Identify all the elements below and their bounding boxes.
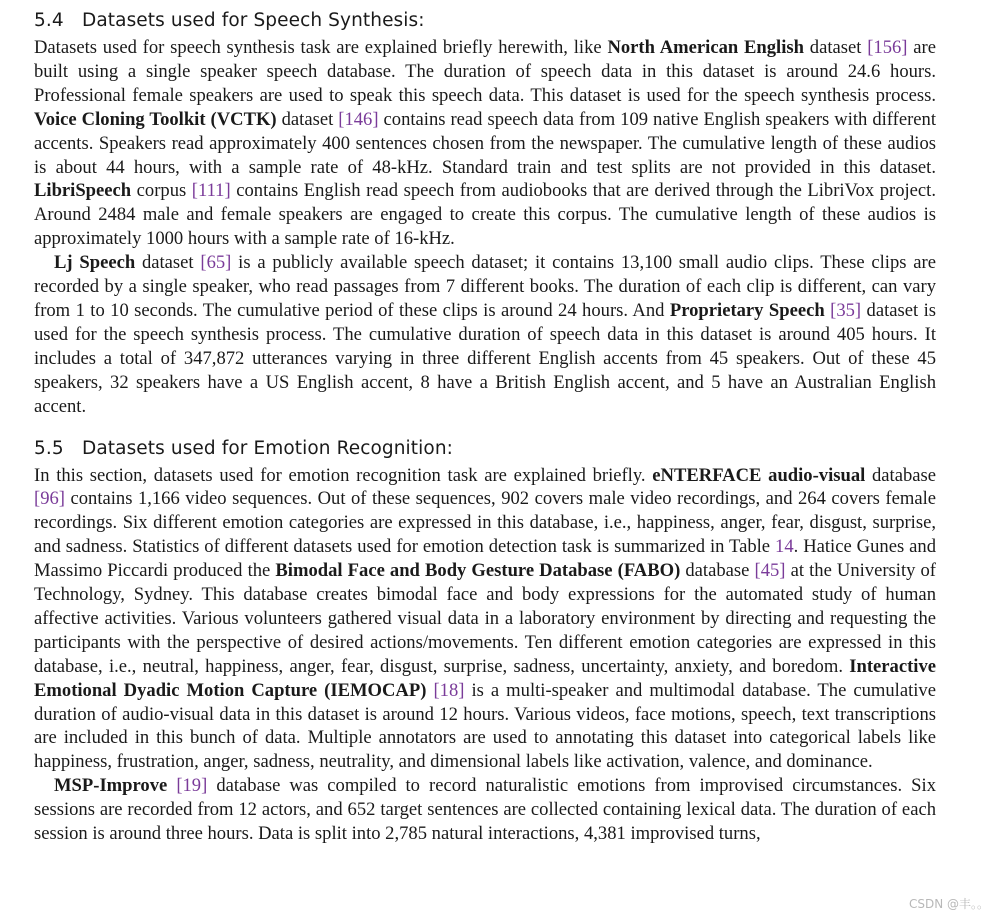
watermark: CSDN @丰。。 bbox=[908, 897, 989, 911]
text-run: dataset bbox=[803, 37, 868, 58]
paper-page bbox=[34, 6, 936, 846]
text-run bbox=[167, 775, 176, 796]
text-run: is a multi-speaker and multimodal database. The cumulative duration of audio-visual data in this dataset is around 12 hours. Various videos, face motions, speech, text transcriptions are included in this bunch of data. Multiple annotators are used to annotating this dataset into categorical labels like happiness, frustration, anger, sadness, neutrality, and dimensional labels like activation, valence, and dominance. bbox=[34, 679, 936, 773]
citation-link[interactable]: 14 bbox=[775, 536, 794, 558]
dataset-name: Bimodal Face and Body Gesture Database (FABO) bbox=[275, 560, 681, 582]
dataset-name: eNTERFACE audio-visual bbox=[652, 464, 866, 486]
section-number: 5.5 bbox=[34, 437, 64, 459]
text-run: Datasets used for speech synthesis task are explained briefly herewith, like bbox=[34, 37, 608, 58]
citation-link[interactable]: [96] bbox=[34, 488, 65, 510]
text-run: at the University of Technology, Sydney. This database creates bimodal face and body expressions for the automated study of human affective activities. Various volunteers gathered visual data in a laboratory environment by directing and requesting the participants with the perspective of desired actions/movements. Ten different emotion categories are expressed in this database, i.e., neutral, happiness, anger, fear, disgust, surprise, sadness, uncertainty, anxiety, and boredom. bbox=[34, 560, 936, 677]
text-run: corpus bbox=[131, 180, 192, 202]
text-run: contains English read speech from audiobooks that are derived through the LibriVox project. Around 2484 male and female speakers are engaged to create this corpus. The cumulative length of these audios is approximately 1000 hours with a sample rate of 16-kHz. bbox=[34, 180, 936, 250]
dataset-name: LibriSpeech bbox=[34, 180, 132, 202]
citation-link[interactable]: [45] bbox=[754, 560, 786, 582]
text-run: . Hatice Gunes and Massimo Piccardi produced the bbox=[34, 536, 936, 582]
section-gap bbox=[34, 419, 936, 434]
text-run: dataset bbox=[276, 108, 339, 130]
citation-link[interactable]: [65] bbox=[200, 252, 232, 274]
text-run: is a publicly available speech dataset; it contains 13,100 small audio clips. These clips are recorded by a single speaker, who read passages from 7 different books. The duration of each clip is different, can vary from 1 to 10 seconds. The cumulative period of these clips is around 24 hours. And bbox=[34, 252, 936, 321]
section-title: Datasets used for Emotion Recognition: bbox=[82, 437, 453, 459]
dataset-name: North American English bbox=[607, 37, 804, 58]
dataset-name: Lj Speech bbox=[54, 252, 136, 274]
paragraph bbox=[34, 36, 936, 251]
text-run: contains 1,166 video sequences. Out of these sequences, 902 covers male video recordings, and 264 covers female recordings. Six different emotion categories are expressed in this database, i.e., happiness, anger, fear, disgust, surprise, and sadness. Statistics of different datasets used for emotion detection task is summarized in Table bbox=[34, 488, 936, 558]
paragraph bbox=[34, 464, 936, 775]
citation-link[interactable]: [146] bbox=[338, 108, 379, 130]
dataset-name: Proprietary Speech bbox=[669, 299, 825, 321]
paragraph bbox=[34, 774, 936, 846]
text-run: dataset bbox=[135, 252, 201, 274]
dataset-name: MSP-Improve bbox=[54, 775, 168, 797]
section-title: Datasets used for Speech Synthesis: bbox=[82, 10, 425, 31]
text-run: dataset is used for the speech synthesis process. The cumulative duration of speech data in this dataset is around 405 hours. It includes a total of 347,872 utterances varying in three different English accents from 45 speakers. Out of these 45 speakers, 32 speakers have a US English accent, 8 have a British English accent, and 5 have an Australian English accent. bbox=[34, 299, 936, 417]
citation-link[interactable]: [156] bbox=[867, 37, 908, 58]
citation-link[interactable]: [35] bbox=[830, 299, 862, 321]
dataset-name: Interactive Emotional Dyadic Motion Capture (IEMOCAP) bbox=[34, 655, 936, 701]
text-run: are built using a single speaker speech database. The duration of speech data in this dataset is around 24.6 hours. Professional female speakers are used to speak this speech data. This dataset is used for the speech synthesis process. bbox=[34, 37, 936, 106]
text-run: database bbox=[680, 560, 755, 582]
section-number: 5.4 bbox=[34, 10, 64, 31]
dataset-name: Voice Cloning Toolkit (VCTK) bbox=[34, 108, 277, 130]
text-run: contains read speech data from 109 native English speakers with different accents. Speakers read approximately 400 sentences chosen from the newspaper. The cumulative length of these audios is about 44 hours, with a sample rate of 48-kHz. Standard train and test splits are not provided in this dataset. bbox=[34, 108, 936, 178]
section-heading-5-5 bbox=[34, 434, 936, 464]
section-heading-5-4 bbox=[34, 6, 936, 36]
text-run: database was compiled to record naturalistic emotions from improvised circumstances. Six sessions are recorded from 12 actors, and 652 target sentences are collected containing lexical data. The duration of each session is around three hours. Data is split into 2,785 natural interactions, 4,381 improvised turns, bbox=[34, 775, 936, 845]
citation-link[interactable]: [111] bbox=[191, 180, 231, 202]
paragraph bbox=[34, 251, 936, 418]
text-run: database bbox=[865, 464, 937, 486]
text-run: In this section, datasets used for emotion recognition task are explained briefly. bbox=[34, 464, 653, 486]
citation-link[interactable]: [18] bbox=[433, 679, 465, 701]
citation-link[interactable]: [19] bbox=[176, 775, 208, 797]
